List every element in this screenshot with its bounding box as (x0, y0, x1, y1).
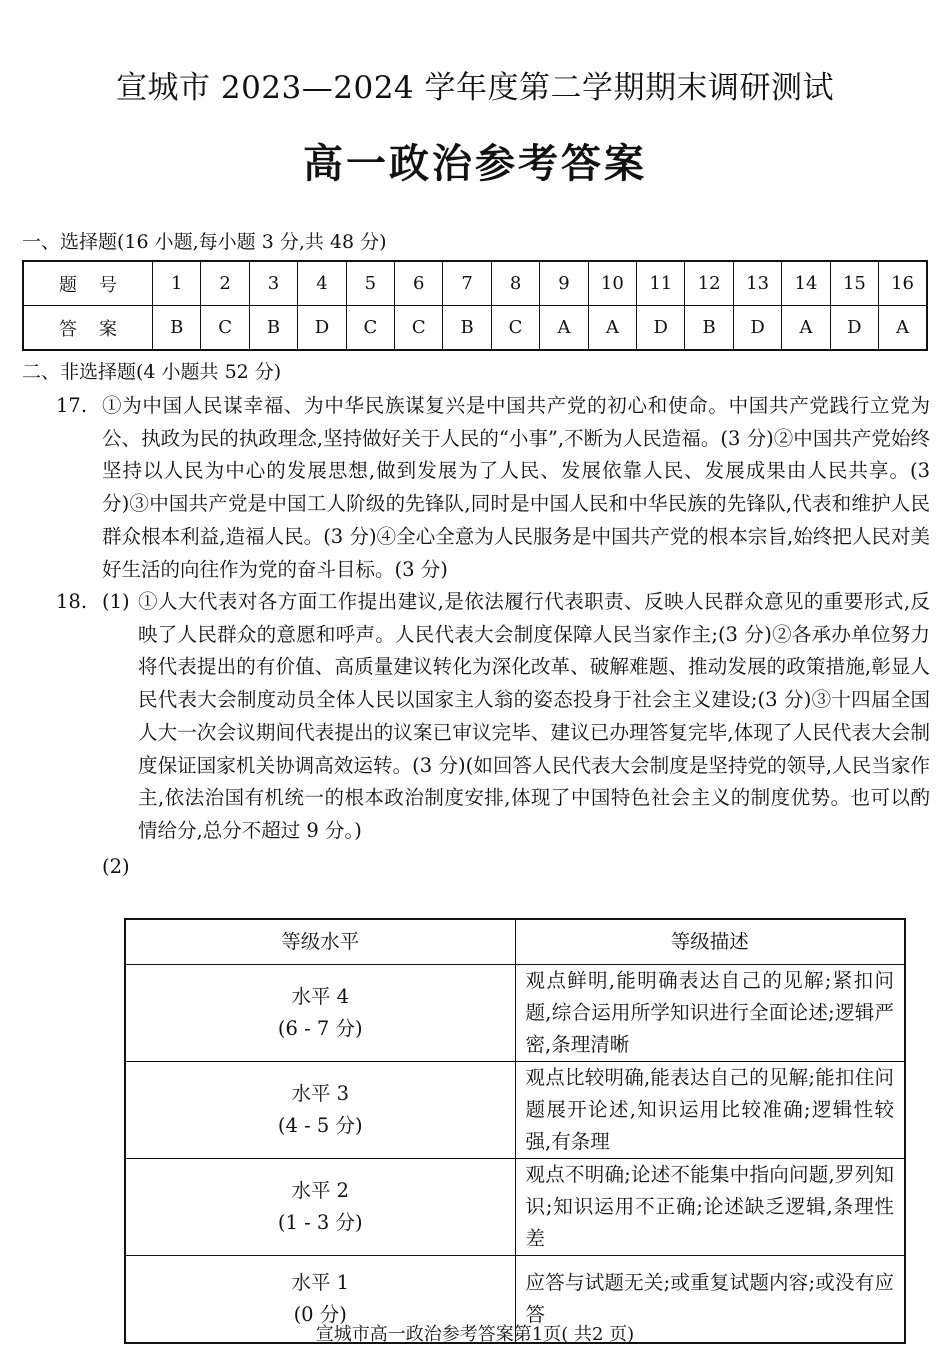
answer-cell: B (443, 306, 491, 351)
answer-cell: B (685, 306, 733, 351)
question-number: 4 (298, 261, 346, 306)
rubric-score: (1 - 3 分) (277, 1211, 363, 1234)
question-18-part1 (102, 586, 930, 848)
rubric-row (125, 1062, 905, 1159)
question-18 (56, 586, 930, 883)
part1-answer: ①人大代表对各方面工作提出建议,是依法履行代表职责、反映人民群众意见的重要形式,反映了人民群众的意愿和呼声。人民代表大会制度保障人民当家作主;(3 分)②各承办单位努力将代表提出的有价值、高质量建议转化为深化改革、破解难题、推动发展的政策措施,彰显人民代表大会制度动员全体人民以国家主人翁的姿态投身于社会主义建设;(3 分)③十四届全国人大一次会议期间代表提出的议案已审议完毕、建议已办理答复完毕,体现了人民代表大会制度保证国家机关协调高效运转。(3 分)(如回答人民代表大会制度是坚持党的领导,人民当家作主,依法治国有机统一的根本政治制度安排,体现了中国特色社会主义的制度优势。也可以酌情给分,总分不超过 9 分。) (138, 590, 930, 842)
row-label-answer: 答案 (23, 306, 153, 351)
rubric-header-row (125, 919, 905, 965)
question-17-number: 17. (56, 394, 88, 417)
question-number: 10 (588, 261, 636, 306)
rubric-desc: 应答与试题无关;或重复试题内容;或没有应答 (515, 1256, 905, 1343)
rubric-score: (6 - 7 分) (277, 1017, 363, 1040)
rubric-col-desc: 等级描述 (515, 919, 905, 965)
rubric-col-level: 等级水平 (125, 919, 515, 965)
rubric-level: 水平 1 (291, 1270, 350, 1294)
answer-cell: C (491, 306, 539, 351)
rubric-level: 水平 3 (291, 1082, 350, 1105)
answer-cell: B (153, 306, 201, 351)
question-number: 16 (879, 261, 927, 306)
page-footer: 宣城市高一政治参考答案第1页( 共2 页) (315, 1324, 635, 1345)
question-number: 12 (685, 261, 733, 306)
question-number: 5 (346, 261, 394, 306)
question-17 (56, 390, 930, 586)
rubric-level: 水平 4 (291, 985, 350, 1008)
rubric-desc: 观点比较明确,能表达自己的见解;能扣住问题展开论述,知识运用比较准确;逻辑性较强,有条理 (515, 1062, 905, 1159)
answer-cell: A (588, 306, 636, 351)
rubric-score: (0 分) (293, 1302, 347, 1326)
answer-cell: C (201, 306, 249, 351)
question-number: 6 (395, 261, 443, 306)
question-number: 2 (201, 261, 249, 306)
question-number-row (23, 261, 927, 306)
question-number: 14 (782, 261, 830, 306)
part1-label: (1) (102, 590, 130, 613)
question-number: 1 (153, 261, 201, 306)
answer-cell: A (782, 306, 830, 351)
question-number: 8 (491, 261, 539, 306)
question-17-answer: ①为中国人民谋幸福、为中华民族谋复兴是中国共产党的初心和使命。中国共产党践行立党为公、执政为民的执政理念,坚持做好关于人民的“小事”,不断为人民造福。(3 分)②中国共产党始终坚持以人民为中心的发展思想,做到发展为了人民、发展依靠人民、发展成果由人民共享。(3 分)③中国共产党是中国工人阶级的先锋队,同时是中国人民和中华民族的先锋队,代表和维护人民群众根本利益,造福人民。(3 分)④全心全意为人民服务是中国共产党的根本宗旨,始终把人民对美好生活的向往作为党的奋斗目标。(3 分) (102, 394, 930, 581)
rubric-desc: 观点鲜明,能明确表达自己的见解;紧扣问题,综合运用所学知识进行全面论述;逻辑严密,条理清晰 (515, 965, 905, 1062)
answer-cell: D (733, 306, 781, 351)
answer-cell: C (395, 306, 443, 351)
rubric-row (125, 1159, 905, 1256)
rubric-row (125, 965, 905, 1062)
question-number: 9 (540, 261, 588, 306)
exam-subtitle: 宣城市 2023—2024 学年度第二学期期末调研测试 (116, 70, 834, 106)
grading-rubric-table (124, 918, 906, 1344)
answer-cell: A (879, 306, 927, 351)
answer-cell: D (637, 306, 685, 351)
answer-key-table (22, 260, 928, 351)
question-number: 3 (249, 261, 297, 306)
question-number: 13 (733, 261, 781, 306)
answer-cell: C (346, 306, 394, 351)
row-label-number: 题号 (23, 261, 153, 306)
question-number: 11 (637, 261, 685, 306)
rubric-desc: 观点不明确;论述不能集中指向问题,罗列知识;知识运用不正确;论述缺乏逻辑,条理性差 (515, 1159, 905, 1256)
answer-cell: A (540, 306, 588, 351)
rubric-level: 水平 2 (291, 1179, 350, 1202)
question-18-number: 18. (56, 590, 88, 613)
section1-heading: 一、选择题(16 小题,每小题 3 分,共 48 分) (22, 231, 387, 253)
question-number: 7 (443, 261, 491, 306)
page-title: 高一政治参考答案 (303, 141, 647, 187)
section2-heading: 二、非选择题(4 小题共 52 分) (22, 361, 282, 383)
answer-cell: D (830, 306, 878, 351)
answer-cell: D (298, 306, 346, 351)
answer-row (23, 306, 927, 351)
answer-cell: B (249, 306, 297, 351)
rubric-score: (4 - 5 分) (277, 1114, 363, 1137)
question-number: 15 (830, 261, 878, 306)
part2-label: (2) (102, 854, 130, 878)
